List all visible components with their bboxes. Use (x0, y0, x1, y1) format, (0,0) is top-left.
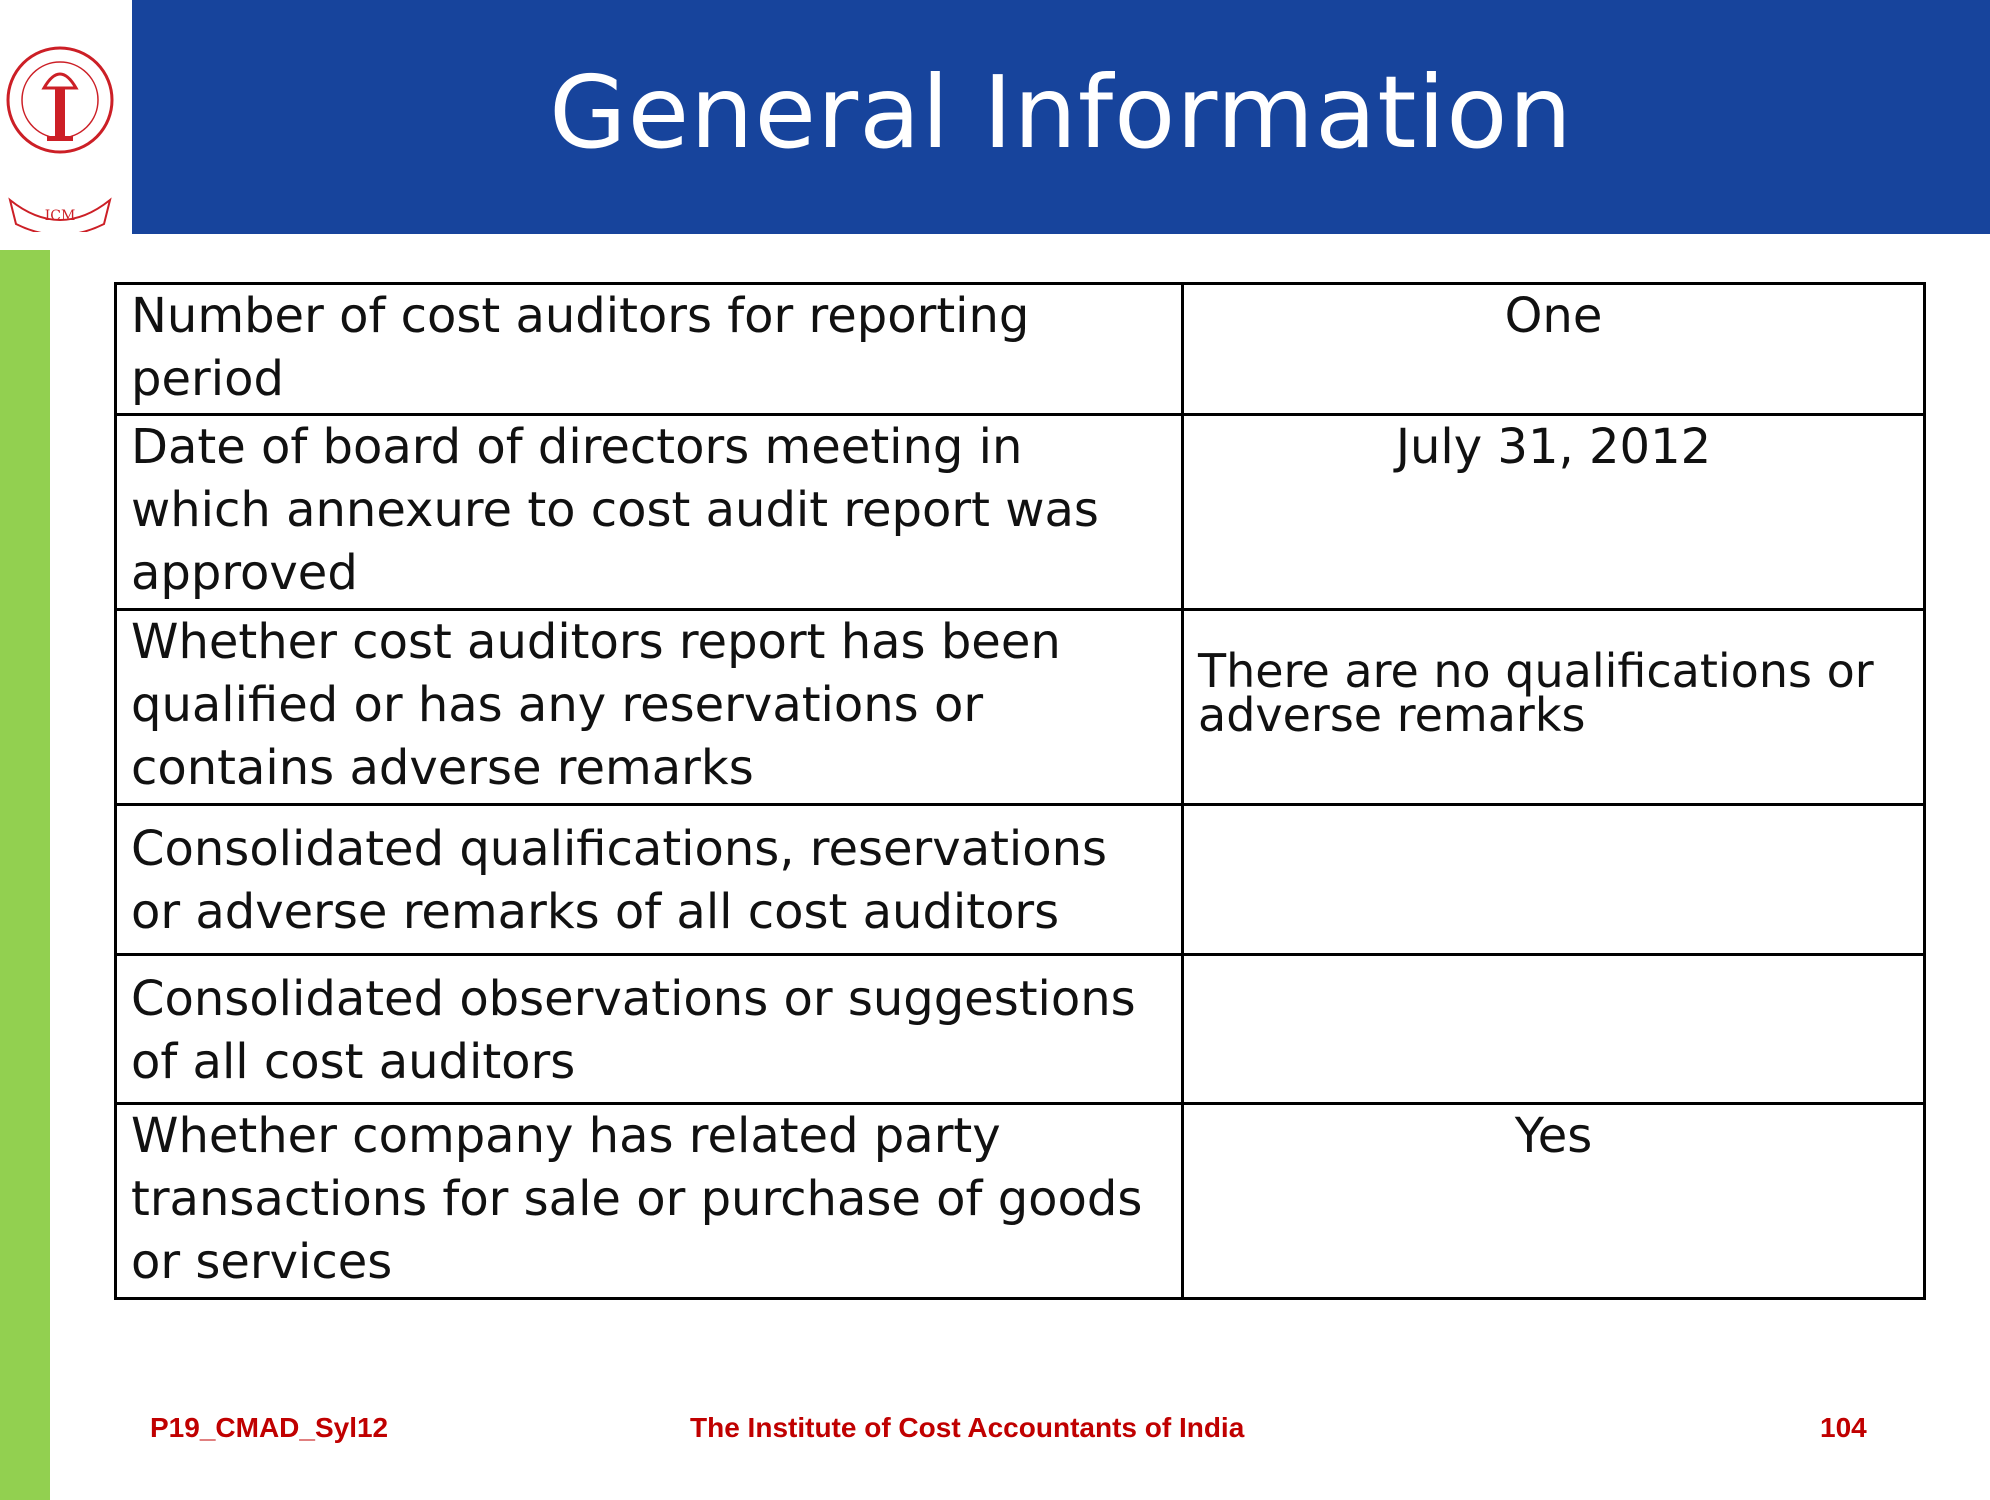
row-label: Whether company has related party transactions for sale or purchase of goods or services (116, 1104, 1183, 1299)
institute-logo (0, 0, 132, 234)
footer-code: P19_CMAD_Syl12 (150, 1412, 389, 1443)
table-row (116, 805, 1925, 955)
header-bar (132, 0, 1990, 234)
row-value (1183, 955, 1925, 1104)
table-row (116, 415, 1925, 610)
table-row (116, 955, 1925, 1104)
side-accent-bar (0, 250, 50, 1500)
row-value (1183, 805, 1925, 955)
seal-icon (0, 0, 120, 232)
row-label: Date of board of directors meeting in which annexure to cost audit report was approved (116, 415, 1183, 610)
table-row (116, 610, 1925, 805)
footer-institute: The Institute of Cost Accountants of India (690, 1412, 1245, 1443)
row-label: Consolidated qualifications, reservations or adverse remarks of all cost auditors (116, 805, 1183, 955)
row-label: Whether cost auditors report has been qualified or has any reservations or contains adverse remarks (116, 610, 1183, 805)
row-value: One (1183, 284, 1925, 415)
row-value: July 31, 2012 (1183, 415, 1925, 610)
general-information-table (114, 282, 1926, 1300)
table-row (116, 284, 1925, 415)
row-label: Number of cost auditors for reporting period (116, 284, 1183, 415)
row-label: Consolidated observations or suggestions of all cost auditors (116, 955, 1183, 1104)
page-title: General Information (549, 53, 1573, 171)
row-value: Yes (1183, 1104, 1925, 1299)
svg-text:ICM: ICM (44, 208, 76, 224)
table-row (116, 1104, 1925, 1299)
row-value: There are no qualifications or adverse remarks (1183, 610, 1925, 805)
footer-page-number: 104 (1820, 1412, 1867, 1443)
